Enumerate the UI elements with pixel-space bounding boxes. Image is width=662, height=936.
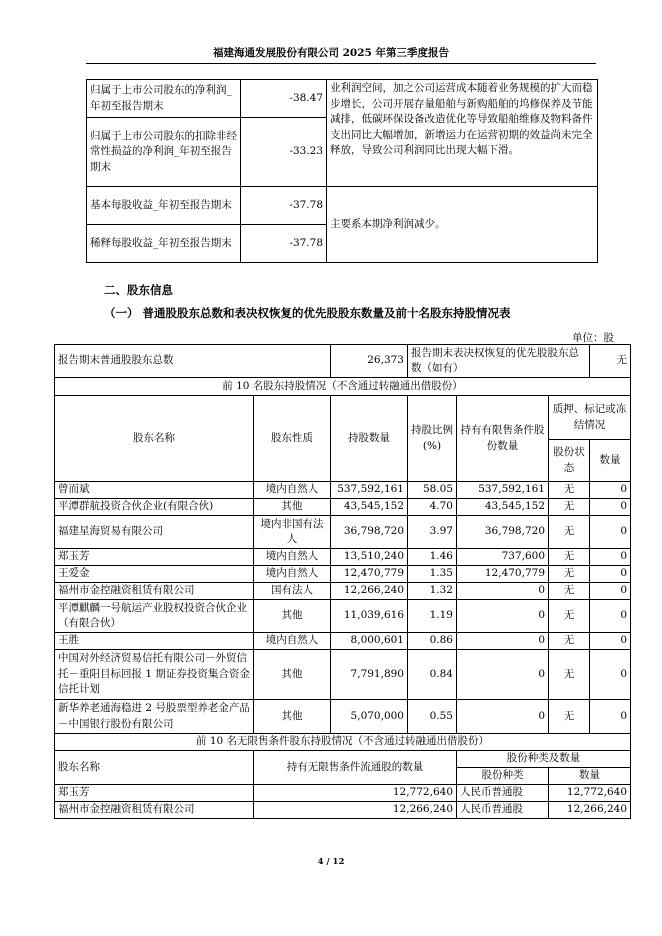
holder-restricted: 737,600 [457,549,549,566]
item-cell: 归属于上市公司股东的净利润_年初至报告期末 [87,80,241,118]
pref-holders-label: 报告期末表决权恢复的优先股股东总数（如有） [408,345,590,378]
holder-shares: 12,470,779 [331,566,408,583]
holder-name: 福建星海贸易有限公司 [55,516,254,549]
holder-shares: 8,000,601 [331,633,408,650]
unrestricted-amount: 12,266,240 [549,802,631,819]
holder-nature: 国有法人 [254,583,331,600]
section-title: 二、股东信息 [104,283,173,297]
pref-holders-value: 无 [590,345,631,378]
holder-nature: 其他 [254,700,331,734]
holder-ratio: 0.84 [408,650,457,700]
holder-pledge-qty: 0 [590,566,631,583]
holder-pledge-status: 无 [549,600,590,633]
holder-pledge-qty: 0 [590,499,631,516]
unrestricted-type: 人民币普通股 [457,785,549,802]
reason-cell: 主要系本期净利润减少。 [327,187,598,263]
holder-pledge-qty: 0 [590,600,631,633]
unrestricted-qty: 12,772,640 [254,785,457,802]
holder-name: 中国对外经济贸易信托有限公司－外贸信托－重阳目标回报 1 期证券投资集合资金信托计划 [55,650,254,700]
holder-nature: 其他 [254,499,331,516]
holder-name: 平潭群航投资合伙企业(有限合伙) [55,499,254,516]
holder-name: 平潭麒麟一号航运产业股权投资合伙企业（有限合伙） [55,600,254,633]
header-shares: 持股数量 [331,396,408,482]
holder-shares: 5,070,000 [331,700,408,734]
unrestricted-header-name: 股东名称 [55,751,254,785]
total-holders-value: 26,373 [331,345,408,378]
holder-shares: 12,266,240 [331,583,408,600]
holder-pledge-status: 无 [549,633,590,650]
header-pledge-status: 股份状态 [549,440,590,482]
holder-pledge-status: 无 [549,583,590,600]
unrestricted-header-qty: 持有无限售条件流通股的数量 [254,751,457,785]
holder-pledge-qty: 0 [590,482,631,499]
top10-title: 前 10 名股东持股情况（不含通过转融通出借股份） [55,378,631,396]
unrestricted-qty: 12,266,240 [254,802,457,819]
holder-ratio: 58.05 [408,482,457,499]
holder-nature: 境内自然人 [254,549,331,566]
holder-name: 曾而斌 [55,482,254,499]
holder-restricted: 12,470,779 [457,566,549,583]
holder-ratio: 0.55 [408,700,457,734]
holder-shares: 13,510,240 [331,549,408,566]
value-cell: -37.78 [241,225,327,263]
holder-nature: 境内非国有法人 [254,516,331,549]
holder-name: 王爱金 [55,566,254,583]
holder-name: 王胜 [55,633,254,650]
holder-nature: 境内自然人 [254,633,331,650]
holder-shares: 36,798,720 [331,516,408,549]
holder-pledge-qty: 0 [590,700,631,734]
holder-ratio: 1.35 [408,566,457,583]
unrestricted-name: 福州市金控融资租赁有限公司 [55,802,254,819]
holder-pledge-qty: 0 [590,650,631,700]
change-reasons-table [86,79,598,263]
holder-nature: 境内自然人 [254,566,331,583]
holder-pledge-qty: 0 [590,516,631,549]
holder-restricted: 0 [457,583,549,600]
unrestricted-title: 前 10 名无限售条件股东持股情况（不含通过转融通出借股份） [55,734,631,751]
unrestricted-name: 郑玉芳 [55,785,254,802]
holder-pledge-status: 无 [549,650,590,700]
item-cell: 稀释每股收益_年初至报告期末 [87,225,241,263]
holder-restricted: 0 [457,650,549,700]
holder-ratio: 1.32 [408,583,457,600]
page-number: 4 / 12 [317,857,345,867]
holder-pledge-status: 无 [549,516,590,549]
value-cell: -38.47 [241,80,327,118]
item-cell: 归属于上市公司股东的扣除非经常性损益的净利润_年初至报告期末 [87,118,241,187]
header-rule [86,63,596,64]
holder-nature: 境内自然人 [254,482,331,499]
holder-pledge-qty: 0 [590,633,631,650]
holder-restricted: 43,545,152 [457,499,549,516]
header-restricted: 持有有限售条件股份数量 [457,396,549,482]
value-cell: -33.23 [241,118,327,187]
holder-shares: 11,039,616 [331,600,408,633]
header-ratio: 持股比例(%) [408,396,457,482]
holder-restricted: 0 [457,633,549,650]
holder-restricted: 0 [457,600,549,633]
shareholders-table [54,344,631,819]
holder-name: 郑玉芳 [55,549,254,566]
holder-name: 新华养老通海稳进 2 号股票型养老金产品－中国银行股份有限公司 [55,700,254,734]
reason-cell: 业利润空间，加之公司运营成本随着业务规模的扩大而稳步增长，公司开展存量船舶与新购船舶的坞修保养及节能减排，低碳环保设备改造优化等导致船舶维修及物料备件支出同比大幅增加，新增运力在运营初期的效益尚未完全释放，导致公司利润同比出现大幅下滑。 [327,80,598,187]
holder-pledge-status: 无 [549,700,590,734]
unit-label: 单位：股 [572,332,614,344]
total-holders-label: 报告期末普通股股东总数 [55,345,331,378]
value-cell: -37.78 [241,187,327,225]
holder-restricted: 0 [457,700,549,734]
holder-ratio: 3.97 [408,516,457,549]
holder-pledge-qty: 0 [590,549,631,566]
holder-ratio: 0.86 [408,633,457,650]
holder-pledge-status: 无 [549,549,590,566]
item-cell: 基本每股收益_年初至报告期末 [87,187,241,225]
header-pledge-qty: 数量 [590,440,631,482]
holder-ratio: 1.46 [408,549,457,566]
page-header: 福建海通发展股份有限公司 2025 年第三季度报告 [212,47,450,59]
header-name: 股东名称 [55,396,254,482]
holder-ratio: 4.70 [408,499,457,516]
header-nature: 股东性质 [254,396,331,482]
holder-nature: 其他 [254,650,331,700]
holder-name: 福州市金控融资租赁有限公司 [55,583,254,600]
unrestricted-header-type-group: 股份种类及数量 [457,751,631,768]
holder-restricted: 537,592,161 [457,482,549,499]
header-pledge: 质押、标记或冻结情况 [549,396,631,440]
holder-restricted: 36,798,720 [457,516,549,549]
holder-shares: 43,545,152 [331,499,408,516]
holder-shares: 7,791,890 [331,650,408,700]
holder-pledge-status: 无 [549,482,590,499]
holder-shares: 537,592,161 [331,482,408,499]
holder-ratio: 1.19 [408,600,457,633]
holder-pledge-status: 无 [549,499,590,516]
unrestricted-header-type: 股份种类 [457,768,549,785]
subsection-title: （一） 普通股股东总数和表决权恢复的优先股股东数量及前十名股东持股情况表 [104,306,511,320]
unrestricted-type: 人民币普通股 [457,802,549,819]
holder-nature: 其他 [254,600,331,633]
unrestricted-header-amount: 数量 [549,768,631,785]
holder-pledge-qty: 0 [590,583,631,600]
unrestricted-amount: 12,772,640 [549,785,631,802]
holder-pledge-status: 无 [549,566,590,583]
